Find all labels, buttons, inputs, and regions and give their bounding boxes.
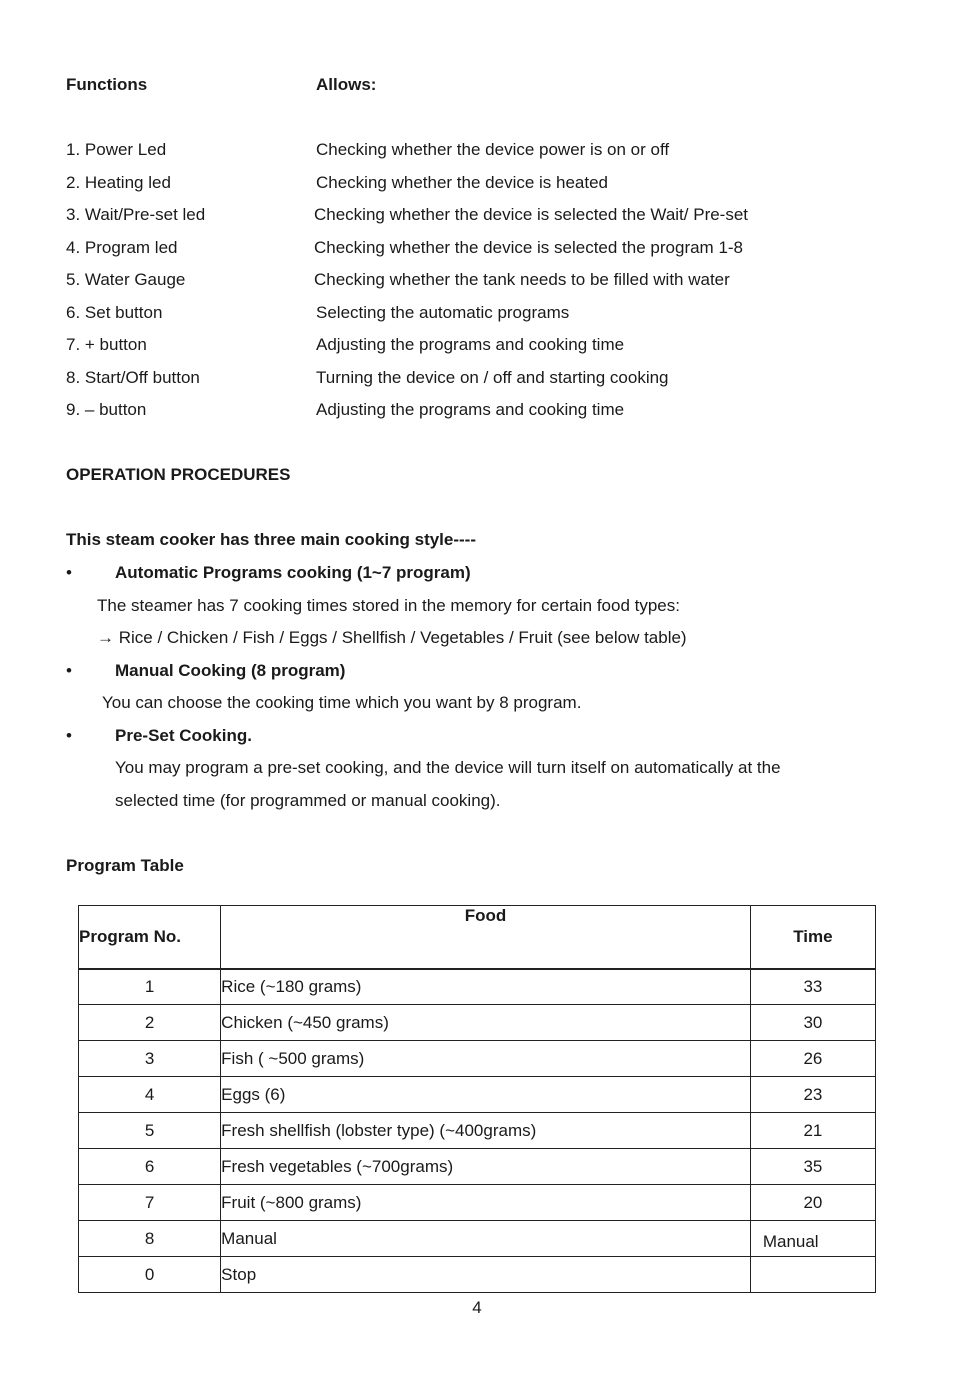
table-row [79,1005,876,1041]
program-table [78,905,876,1293]
table-header-row [79,906,876,969]
cell-food: Stop [221,1257,751,1293]
auto-cooking-foods: → Rice / Chicken / Fish / Eggs / Shellfish / Vegetables / Fruit (see below table) [97,628,687,647]
bullet-icon: • [66,726,72,745]
function-name: 8. Start/Off button [66,368,200,387]
cell-food: Fresh vegetables (~700grams) [221,1149,751,1185]
function-description: Checking whether the tank needs to be filled with water [314,270,730,289]
auto-cooking-title: Automatic Programs cooking (1~7 program) [115,563,471,582]
function-row [66,368,866,388]
cell-food: Eggs (6) [221,1077,751,1113]
function-description: Adjusting the programs and cooking time [316,400,625,419]
preset-cooking-text-cont: selected time (for programmed or manual cooking). [115,791,501,810]
cell-program-no: 8 [79,1221,221,1257]
cell-program-no: 7 [79,1185,221,1221]
function-description: Checking whether the device power is on or off [316,140,670,159]
cell-program-no: 3 [79,1041,221,1077]
cell-time: 33 [750,969,875,1005]
header-time: Time [750,906,875,969]
function-description: Checking whether the device is selected the program 1-8 [314,238,744,257]
table-row [79,1221,876,1257]
cell-program-no: 2 [79,1005,221,1041]
cell-time: Manual [750,1221,875,1257]
cell-time: 26 [750,1041,875,1077]
manual-cooking-text: You can choose the cooking time which you want by 8 program. [102,693,582,712]
manual-cooking-title: Manual Cooking (8 program) [115,661,346,680]
cell-program-no: 6 [79,1149,221,1185]
cell-time: 20 [750,1185,875,1221]
function-row [66,270,866,290]
page-number: 4 [472,1298,482,1317]
cell-food: Rice (~180 grams) [221,969,751,1005]
auto-cooking-text: The steamer has 7 cooking times stored in the memory for certain food types: [97,596,680,615]
function-name: 2. Heating led [66,173,171,192]
operation-intro: This steam cooker has three main cooking style---- [66,530,477,549]
cell-program-no: 1 [79,969,221,1005]
cell-food: Manual [221,1221,751,1257]
function-row [66,205,866,225]
function-row [66,335,866,355]
function-description: Checking whether the device is selected the Wait/ Pre-set [314,205,749,224]
allows-heading: Allows: [316,75,377,94]
cell-food: Fresh shellfish (lobster type) (~400grams) [221,1113,751,1149]
function-row [66,303,866,323]
function-name: 5. Water Gauge [66,270,186,289]
preset-cooking-title: Pre-Set Cooking. [115,726,252,745]
cell-food: Fish ( ~500 grams) [221,1041,751,1077]
cell-food: Fruit (~800 grams) [221,1185,751,1221]
function-description: Selecting the automatic programs [316,303,570,322]
function-description: Checking whether the device is heated [316,173,609,192]
function-name: 7. + button [66,335,147,354]
program-table-title: Program Table [66,856,184,875]
function-row [66,140,866,160]
header-food: Food [221,906,751,969]
function-name: 3. Wait/Pre-set led [66,205,206,224]
cell-program-no: 0 [79,1257,221,1293]
cell-food: Chicken (~450 grams) [221,1005,751,1041]
preset-cooking-text: You may program a pre-set cooking, and the device will turn itself on automatically at the [115,758,781,777]
header-program-no: Program No. [79,906,221,969]
cell-time: 21 [750,1113,875,1149]
function-name: 6. Set button [66,303,163,322]
function-name: 1. Power Led [66,140,167,159]
function-row [66,400,866,420]
table-row [79,1113,876,1149]
cell-time: 23 [750,1077,875,1113]
function-row [66,173,866,193]
operation-heading: OPERATION PROCEDURES [66,465,291,484]
table-row [79,1149,876,1185]
bullet-icon: • [66,563,72,582]
function-row [66,238,866,258]
table-row [79,1185,876,1221]
table-row [79,969,876,1005]
function-name: 9. – button [66,400,147,419]
cell-program-no: 4 [79,1077,221,1113]
functions-heading: Functions [66,75,148,94]
cell-program-no: 5 [79,1113,221,1149]
bullet-icon: • [66,661,72,680]
table-row [79,1041,876,1077]
table-row [79,1257,876,1293]
function-name: 4. Program led [66,238,178,257]
cell-time [750,1257,875,1293]
function-description: Turning the device on / off and starting cooking [316,368,669,387]
cell-time: 30 [750,1005,875,1041]
cell-time: 35 [750,1149,875,1185]
table-row [79,1077,876,1113]
function-description: Adjusting the programs and cooking time [316,335,625,354]
